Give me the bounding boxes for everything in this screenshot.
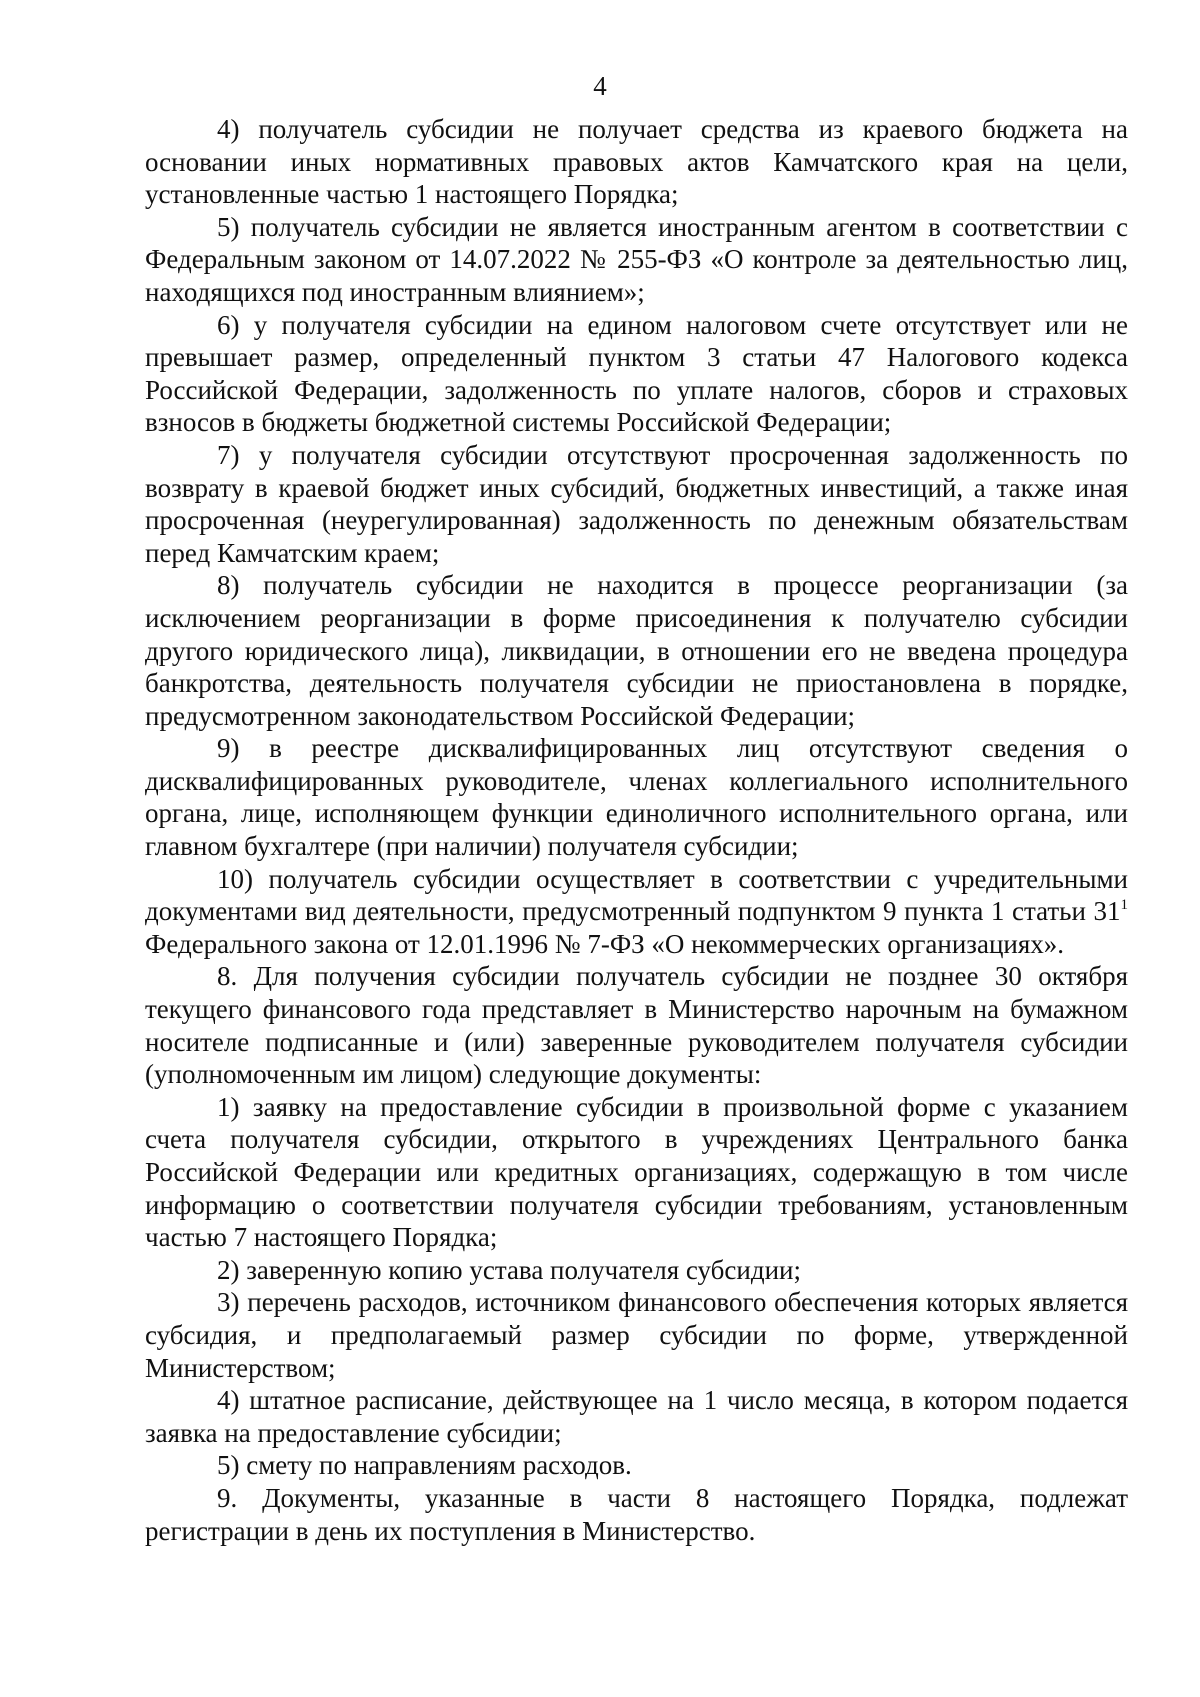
paragraph-item-10-text-start: 10) получатель субсидии осуществляет в соответствии с учредительными документами вид деятельности, предусмотренный подпунктом 9 пункта 1 статьи 31 — [145, 863, 1128, 927]
paragraph-item-4: 4) получатель субсидии не получает средства из краевого бюджета на основании иных нормативных правовых актов Камчатского края на цели, установленные частью 1 настоящего Порядка; — [145, 114, 1128, 210]
document-item-3: 3) перечень расходов, источником финансового обеспечения которых является субсидия, и предполагаемый размер субсидии по форме, утвержденной Министерством; — [145, 1287, 1128, 1383]
document-body — [145, 113, 1128, 1547]
paragraph-item-9: 9) в реестре дисквалифицированных лиц отсутствуют сведения о дисквалифицированных руководителе, членах коллегиального исполнительного органа, лице, исполняющем функции единоличного исполнительного органа, или главном бухгалтере (при наличии) получателя субсидии; — [145, 733, 1128, 862]
document-item-1: 1) заявку на предоставление субсидии в произвольной форме с указанием счета получателя субсидии, открытого в учреждениях Центрального банка Российской Федерации или кредитных организациях, содержащую в том числе информацию о соответствии получателя субсидии требованиям, установленным частью 7 настоящего Порядка; — [145, 1091, 1128, 1253]
section-9-paragraph: 9. Документы, указанные в части 8 настоящего Порядка, подлежат регистрации в день их поступления в Министерство. — [145, 1482, 1128, 1546]
paragraph-item-7: 7) у получателя субсидии отсутствуют просроченная задолженность по возврату в краевой бюджет иных субсидий, бюджетных инвестиций, а также иная просроченная (неурегулированная) задолженность по денежным обязательствам перед Камчатским краем; — [145, 439, 1128, 568]
paragraph-item-5: 5) получатель субсидии не является иностранным агентом в соответствии с Федеральным законом от 14.07.2022 № 255-ФЗ «О контроле за деятельностью лиц, находящихся под иностранным влиянием»; — [145, 211, 1128, 307]
document-item-5: 5) смету по направлениям расходов. — [217, 1450, 632, 1481]
document-item-4: 4) штатное расписание, действующее на 1 число месяца, в котором подается заявка на предоставление субсидии; — [145, 1385, 1128, 1448]
paragraph-item-10-text-end: Федерального закона от 12.01.1996 № 7-ФЗ «О некоммерческих организациях». — [145, 928, 1065, 959]
paragraph-item-8: 8) получатель субсидии не находится в процессе реорганизации (за исключением реорганизации в форме присоединения к получателю субсидии другого юридического лица), ликвидации, в отношении его не введена процедура банкротства, деятельность получателя субсидии не приостановлена в порядке, предусмотренном законодательством Российской Федерации; — [145, 570, 1128, 731]
paragraph-item-10 — [145, 863, 1128, 961]
page-number: 4 — [593, 71, 607, 101]
superscript-1: 1 — [1120, 897, 1128, 914]
document-item-2: 2) заверенную копию устава получателя субсидии; — [217, 1254, 801, 1285]
paragraph-item-6: 6) у получателя субсидии на едином налоговом счете отсутствует или не превышает размер, определенный пунктом 3 статьи 47 Налогового кодекса Российской Федерации, задолженность по уплате налогов, сборов и страховых взносов в бюджеты бюджетной системы Российской Федерации; — [145, 309, 1128, 438]
section-8-paragraph: 8. Для получения субсидии получатель субсидии не позднее 30 октября текущего финансового года представляет в Министерство нарочным на бумажном носителе подписанные и (или) заверенные руководителем получателя субсидии (уполномоченным им лицом) следующие документы: — [145, 961, 1128, 1090]
